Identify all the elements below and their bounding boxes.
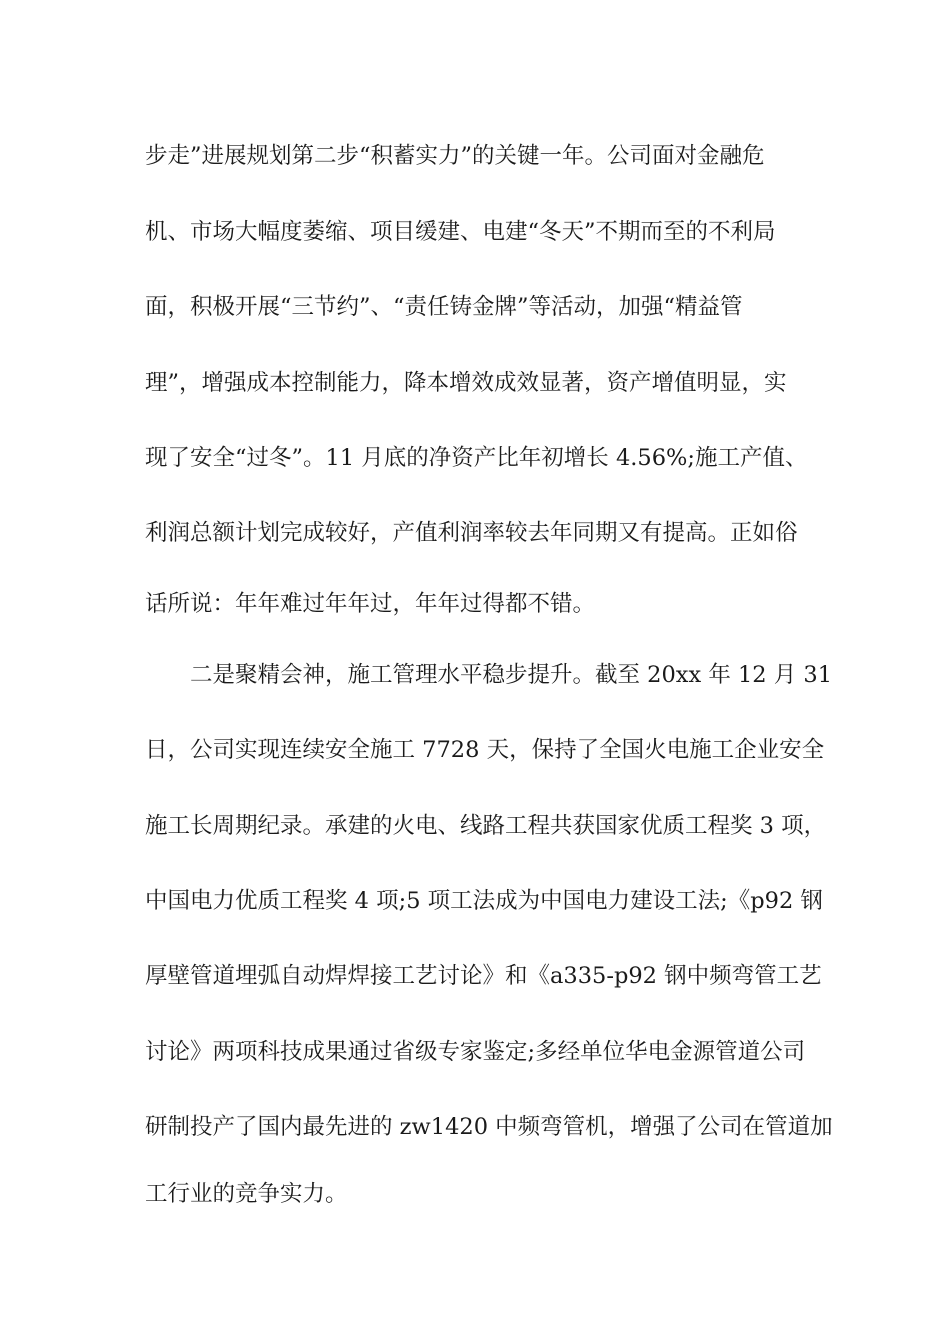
paragraph-line: 施工长周期纪录。承建的火电、线路工程共获国家优质工程奖 3 项， — [145, 813, 827, 839]
paragraph-line: 步走”进展规划第二步“积蓄实力”的关键一年。公司面对金融危 — [145, 143, 765, 169]
paragraph-line: 讨论》两项科技成果通过省级专家鉴定;多经单位华电金源管道公司 — [145, 1039, 806, 1065]
paragraph-line: 日，公司实现连续安全施工 7728 天，保持了全国火电施工企业安全 — [145, 737, 825, 763]
paragraph-line: 面，积极开展“三节约”、“责任铸金牌”等活动，加强“精益管 — [145, 294, 743, 320]
paragraph-line: 机、市场大幅度萎缩、项目缓建、电建“冬天”不期而至的不利局 — [145, 219, 776, 245]
paragraph-line: 中国电力优质工程奖 4 项;5 项工法成为中国电力建设工法;《p92 钢 — [145, 888, 823, 914]
paragraph-line: 厚壁管道埋弧自动焊焊接工艺讨论》和《a335-p92 钢中频弯管工艺 — [145, 963, 822, 989]
paragraph-line: 二是聚精会神，施工管理水平稳步提升。截至 20xx 年 12 月 31 — [190, 662, 833, 688]
paragraph-line: 理”，增强成本控制能力，降本增效成效显著，资产增值明显，实 — [145, 370, 787, 396]
paragraph-line: 利润总额计划完成较好，产值利润率较去年同期又有提高。正如俗 — [145, 520, 798, 546]
paragraph-line: 现了安全“过冬”。11 月底的净资产比年初增长 4.56%;施工产值、 — [145, 445, 808, 471]
paragraph-line: 工行业的竞争实力。 — [145, 1181, 348, 1207]
paragraph-line: 话所说：年年难过年年过，年年过得都不错。 — [145, 591, 596, 617]
paragraph-line: 研制投产了国内最先进的 zw1420 中频弯管机，增强了公司在管道加 — [145, 1114, 833, 1140]
